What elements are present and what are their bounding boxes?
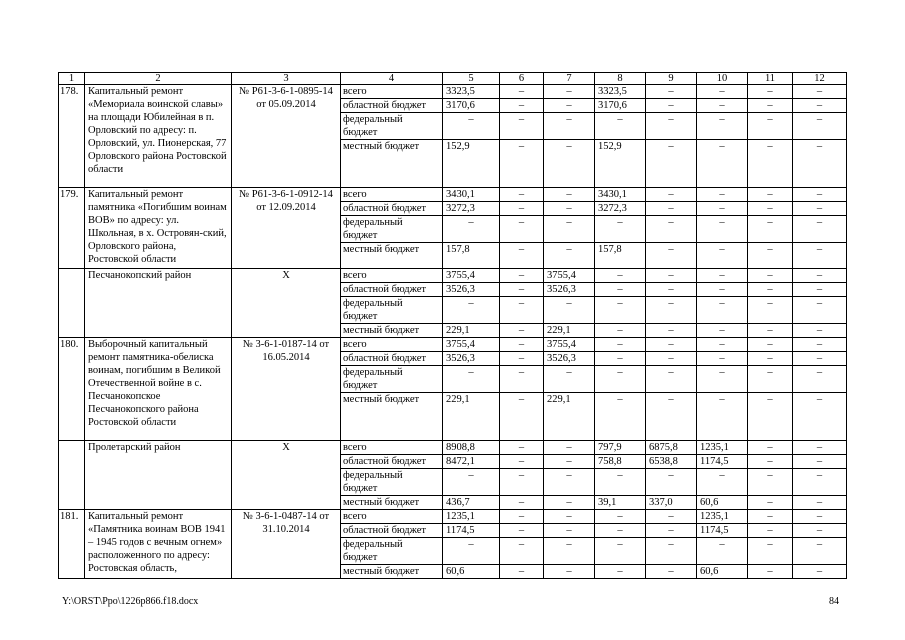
amount-cell: 229,1 — [443, 393, 500, 441]
amount-cell: – — [748, 216, 793, 243]
header-cell: 1 — [59, 73, 85, 85]
amount-cell: – — [697, 140, 748, 188]
amount-cell: – — [697, 269, 748, 283]
funding-source: всего — [341, 441, 443, 455]
funding-source: федеральный бюджет — [341, 469, 443, 496]
amount-cell: 3526,3 — [443, 352, 500, 366]
amount-cell: – — [544, 496, 595, 510]
amount-cell: – — [793, 216, 847, 243]
amount-cell: – — [646, 393, 697, 441]
document-ref: № 3-6-1-0187-14 от 16.05.2014 — [232, 338, 341, 441]
funding-source: всего — [341, 269, 443, 283]
funding-source: областной бюджет — [341, 99, 443, 113]
amount-cell: – — [443, 113, 500, 140]
amount-cell: 229,1 — [544, 393, 595, 441]
amount-cell: 3526,3 — [544, 283, 595, 297]
item-number: 178. — [59, 85, 85, 188]
amount-cell: 1235,1 — [697, 441, 748, 455]
amount-cell: – — [646, 113, 697, 140]
amount-cell: – — [595, 269, 646, 283]
funding-source: всего — [341, 188, 443, 202]
amount-cell: – — [500, 565, 544, 579]
amount-cell: – — [697, 393, 748, 441]
document-ref: Х — [232, 441, 341, 510]
amount-cell: 39,1 — [595, 496, 646, 510]
amount-cell: – — [748, 188, 793, 202]
amount-cell: – — [646, 338, 697, 352]
amount-cell: – — [500, 202, 544, 216]
amount-cell: – — [500, 393, 544, 441]
amount-cell: 3526,3 — [443, 283, 500, 297]
amount-cell: – — [500, 366, 544, 393]
amount-cell: – — [544, 202, 595, 216]
amount-cell: – — [595, 393, 646, 441]
amount-cell: – — [697, 538, 748, 565]
amount-cell: 3323,5 — [443, 85, 500, 99]
amount-cell: – — [646, 565, 697, 579]
amount-cell: – — [595, 113, 646, 140]
amount-cell: – — [748, 85, 793, 99]
amount-cell: – — [646, 297, 697, 324]
amount-cell: – — [748, 283, 793, 297]
item-number — [59, 441, 85, 510]
amount-cell: – — [443, 366, 500, 393]
amount-cell: – — [443, 538, 500, 565]
amount-cell: – — [646, 99, 697, 113]
header-cell: 8 — [595, 73, 646, 85]
amount-cell: 229,1 — [443, 324, 500, 338]
amount-cell: – — [793, 366, 847, 393]
amount-cell: – — [748, 510, 793, 524]
header-cell: 9 — [646, 73, 697, 85]
amount-cell: – — [595, 297, 646, 324]
funding-source: федеральный бюджет — [341, 366, 443, 393]
object-name: Капитальный ремонт «Памятника воинам ВОВ 1941 – 1945 годов с вечным огнем» расположенного по адресу: Ростовская область, — [85, 510, 232, 579]
amount-cell: – — [748, 524, 793, 538]
amount-cell: 157,8 — [443, 243, 500, 269]
amount-cell: 3755,4 — [443, 338, 500, 352]
amount-cell: – — [646, 216, 697, 243]
amount-cell: – — [748, 324, 793, 338]
amount-cell: – — [500, 324, 544, 338]
amount-cell: 1174,5 — [697, 455, 748, 469]
amount-cell: – — [697, 297, 748, 324]
amount-cell: – — [793, 565, 847, 579]
funding-source: федеральный бюджет — [341, 113, 443, 140]
table-row — [59, 510, 847, 524]
amount-cell: – — [748, 441, 793, 455]
amount-cell: – — [646, 538, 697, 565]
object-name: Капитальный ремонт памятника «Погибшим воинам ВОВ» по адресу: ул. Школьная, в х. Островян-ский, Орловского района, Ростовской области — [85, 188, 232, 269]
document-ref: № Р61-3-6-1-0912-14 от 12.09.2014 — [232, 188, 341, 269]
funding-source: местный бюджет — [341, 565, 443, 579]
funding-source: всего — [341, 510, 443, 524]
amount-cell: – — [748, 297, 793, 324]
amount-cell: – — [793, 338, 847, 352]
amount-cell: 152,9 — [443, 140, 500, 188]
amount-cell: – — [595, 524, 646, 538]
amount-cell: – — [500, 140, 544, 188]
amount-cell: – — [544, 188, 595, 202]
amount-cell: – — [748, 243, 793, 269]
amount-cell: – — [595, 352, 646, 366]
amount-cell: – — [793, 283, 847, 297]
amount-cell: – — [500, 455, 544, 469]
amount-cell: – — [748, 393, 793, 441]
header-cell: 4 — [341, 73, 443, 85]
amount-cell: 3272,3 — [443, 202, 500, 216]
amount-cell: – — [646, 188, 697, 202]
amount-cell: – — [595, 324, 646, 338]
amount-cell: – — [544, 216, 595, 243]
amount-cell: – — [595, 366, 646, 393]
funding-source: областной бюджет — [341, 283, 443, 297]
amount-cell: 60,6 — [697, 565, 748, 579]
amount-cell: 152,9 — [595, 140, 646, 188]
amount-cell: 3526,3 — [544, 352, 595, 366]
amount-cell: – — [544, 366, 595, 393]
amount-cell: 1174,5 — [697, 524, 748, 538]
amount-cell: – — [748, 202, 793, 216]
amount-cell: 3170,6 — [443, 99, 500, 113]
amount-cell: – — [697, 216, 748, 243]
funding-source: областной бюджет — [341, 455, 443, 469]
amount-cell: 436,7 — [443, 496, 500, 510]
amount-cell: – — [793, 455, 847, 469]
amount-cell: – — [544, 99, 595, 113]
amount-cell: – — [544, 297, 595, 324]
amount-cell: – — [793, 324, 847, 338]
amount-cell: – — [500, 269, 544, 283]
amount-cell: – — [793, 188, 847, 202]
table-row — [59, 338, 847, 352]
amount-cell: – — [793, 352, 847, 366]
amount-cell: – — [544, 85, 595, 99]
amount-cell: 8908,8 — [443, 441, 500, 455]
amount-cell: – — [748, 469, 793, 496]
amount-cell: – — [793, 99, 847, 113]
amount-cell: 157,8 — [595, 243, 646, 269]
header-cell: 7 — [544, 73, 595, 85]
page-number: 84 — [829, 596, 839, 607]
amount-cell: – — [748, 99, 793, 113]
amount-cell: – — [793, 140, 847, 188]
amount-cell: – — [500, 524, 544, 538]
amount-cell: – — [500, 188, 544, 202]
amount-cell: – — [697, 85, 748, 99]
amount-cell: 337,0 — [646, 496, 697, 510]
amount-cell: – — [544, 441, 595, 455]
document-ref: № 3-6-1-0487-14 от 31.10.2014 — [232, 510, 341, 579]
amount-cell: 60,6 — [443, 565, 500, 579]
amount-cell: – — [646, 366, 697, 393]
header-cell: 12 — [793, 73, 847, 85]
funding-source: областной бюджет — [341, 352, 443, 366]
item-number: 181. — [59, 510, 85, 579]
amount-cell: – — [793, 538, 847, 565]
amount-cell: – — [443, 297, 500, 324]
amount-cell: – — [748, 113, 793, 140]
funding-source: областной бюджет — [341, 524, 443, 538]
amount-cell: – — [748, 338, 793, 352]
amount-cell: – — [646, 324, 697, 338]
amount-cell: – — [595, 565, 646, 579]
header-cell: 2 — [85, 73, 232, 85]
amount-cell: 797,9 — [595, 441, 646, 455]
funding-source: областной бюджет — [341, 202, 443, 216]
amount-cell: – — [500, 243, 544, 269]
amount-cell: 6875,8 — [646, 441, 697, 455]
amount-cell: – — [793, 85, 847, 99]
amount-cell: – — [544, 140, 595, 188]
funding-source: местный бюджет — [341, 243, 443, 269]
amount-cell: 6538,8 — [646, 455, 697, 469]
amount-cell: 3170,6 — [595, 99, 646, 113]
amount-cell: – — [793, 243, 847, 269]
amount-cell: – — [748, 538, 793, 565]
amount-cell: 3430,1 — [443, 188, 500, 202]
amount-cell: 3755,4 — [544, 338, 595, 352]
header-cell: 11 — [748, 73, 793, 85]
amount-cell: – — [595, 283, 646, 297]
amount-cell: – — [793, 297, 847, 324]
amount-cell: 60,6 — [697, 496, 748, 510]
amount-cell: – — [697, 366, 748, 393]
amount-cell: 1235,1 — [443, 510, 500, 524]
amount-cell: – — [793, 496, 847, 510]
amount-cell: – — [697, 99, 748, 113]
amount-cell: – — [793, 510, 847, 524]
amount-cell: – — [443, 216, 500, 243]
amount-cell: – — [697, 283, 748, 297]
header-row — [59, 73, 847, 85]
table-row — [59, 441, 847, 455]
amount-cell: – — [793, 441, 847, 455]
document-ref: № Р61-3-6-1-0895-14 от 05.09.2014 — [232, 85, 341, 188]
object-name: Песчанокопский район — [85, 269, 232, 338]
amount-cell: – — [500, 538, 544, 565]
amount-cell: – — [748, 269, 793, 283]
amount-cell: – — [697, 188, 748, 202]
object-name: Выборочный капитальный ремонт памятника-обелиска воинам, погибшим в Великой Отечественной войне в с. Песчанокопское Песчанокопского района Ростовской области — [85, 338, 232, 441]
amount-cell: – — [544, 113, 595, 140]
amount-cell: – — [544, 510, 595, 524]
funding-source: всего — [341, 85, 443, 99]
amount-cell: – — [500, 352, 544, 366]
amount-cell: – — [544, 455, 595, 469]
file-path: Y:\ORST\Ppo\1226p866.f18.docx — [62, 596, 199, 607]
amount-cell: – — [697, 324, 748, 338]
amount-cell: – — [697, 113, 748, 140]
header-cell: 3 — [232, 73, 341, 85]
funding-source: местный бюджет — [341, 324, 443, 338]
amount-cell: – — [697, 338, 748, 352]
amount-cell: – — [793, 269, 847, 283]
amount-cell: 1235,1 — [697, 510, 748, 524]
amount-cell: – — [646, 283, 697, 297]
table-row — [59, 269, 847, 283]
amount-cell: – — [544, 469, 595, 496]
budget-table — [58, 72, 847, 579]
funding-source: местный бюджет — [341, 140, 443, 188]
amount-cell: – — [646, 524, 697, 538]
amount-cell: – — [500, 283, 544, 297]
amount-cell: – — [646, 269, 697, 283]
amount-cell: – — [544, 524, 595, 538]
funding-source: всего — [341, 338, 443, 352]
amount-cell: 3755,4 — [544, 269, 595, 283]
amount-cell: – — [748, 455, 793, 469]
amount-cell: – — [697, 243, 748, 269]
amount-cell: – — [500, 338, 544, 352]
header-cell: 6 — [500, 73, 544, 85]
amount-cell: – — [748, 565, 793, 579]
amount-cell: – — [500, 216, 544, 243]
amount-cell: – — [646, 140, 697, 188]
amount-cell: – — [793, 469, 847, 496]
amount-cell: – — [443, 469, 500, 496]
amount-cell: – — [697, 469, 748, 496]
amount-cell: 3430,1 — [595, 188, 646, 202]
amount-cell: 758,8 — [595, 455, 646, 469]
amount-cell: – — [595, 538, 646, 565]
amount-cell: – — [793, 524, 847, 538]
amount-cell: – — [595, 338, 646, 352]
amount-cell: – — [646, 352, 697, 366]
amount-cell: – — [646, 469, 697, 496]
amount-cell: – — [500, 510, 544, 524]
funding-source: федеральный бюджет — [341, 297, 443, 324]
amount-cell: 3323,5 — [595, 85, 646, 99]
item-number — [59, 269, 85, 338]
amount-cell: – — [544, 565, 595, 579]
amount-cell: 3755,4 — [443, 269, 500, 283]
amount-cell: – — [595, 510, 646, 524]
amount-cell: – — [595, 469, 646, 496]
amount-cell: – — [748, 496, 793, 510]
amount-cell: – — [748, 140, 793, 188]
amount-cell: – — [697, 352, 748, 366]
amount-cell: – — [544, 243, 595, 269]
amount-cell: – — [544, 538, 595, 565]
amount-cell: – — [500, 469, 544, 496]
item-number: 179. — [59, 188, 85, 269]
amount-cell: – — [500, 441, 544, 455]
funding-source: федеральный бюджет — [341, 538, 443, 565]
amount-cell: – — [748, 352, 793, 366]
table-row — [59, 188, 847, 202]
header-cell: 10 — [697, 73, 748, 85]
funding-source: местный бюджет — [341, 393, 443, 441]
amount-cell: 3272,3 — [595, 202, 646, 216]
amount-cell: – — [500, 85, 544, 99]
funding-source: федеральный бюджет — [341, 216, 443, 243]
amount-cell: – — [646, 85, 697, 99]
amount-cell: – — [793, 113, 847, 140]
amount-cell: 8472,1 — [443, 455, 500, 469]
amount-cell: – — [793, 393, 847, 441]
funding-source: местный бюджет — [341, 496, 443, 510]
amount-cell: – — [595, 216, 646, 243]
table-row — [59, 85, 847, 99]
object-name: Пролетарский район — [85, 441, 232, 510]
amount-cell: 229,1 — [544, 324, 595, 338]
item-number: 180. — [59, 338, 85, 441]
document-ref: Х — [232, 269, 341, 338]
amount-cell: – — [646, 510, 697, 524]
amount-cell: – — [697, 202, 748, 216]
amount-cell: – — [646, 202, 697, 216]
amount-cell: – — [500, 496, 544, 510]
amount-cell: – — [500, 113, 544, 140]
amount-cell: – — [646, 243, 697, 269]
amount-cell: 1174,5 — [443, 524, 500, 538]
amount-cell: – — [748, 366, 793, 393]
amount-cell: – — [500, 99, 544, 113]
amount-cell: – — [500, 297, 544, 324]
header-cell: 5 — [443, 73, 500, 85]
object-name: Капитальный ремонт «Мемориала воинской славы» на площади Юбилейная в п. Орловский по адресу: п. Орловский, ул. Пионерская, 77 Орловского района Ростовской области — [85, 85, 232, 188]
amount-cell: – — [793, 202, 847, 216]
